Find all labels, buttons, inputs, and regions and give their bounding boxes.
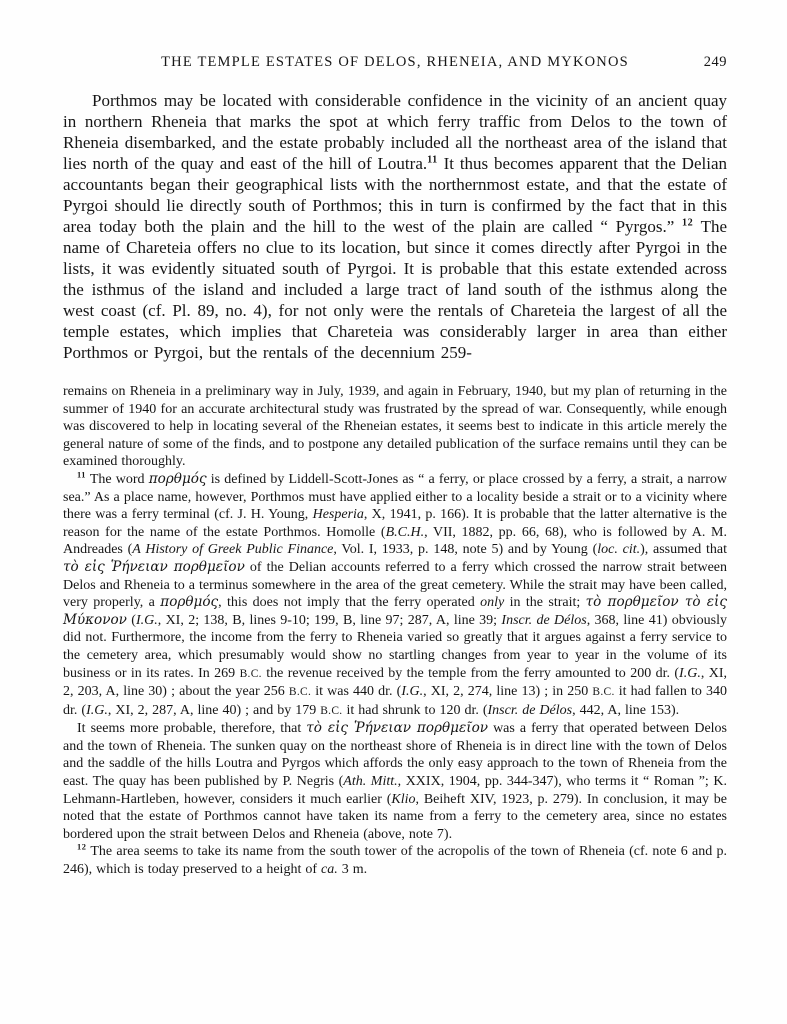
- text-run: , XI, 2; 138, B, lines 9-10; 199, B, line 97; 287, A, line 39;: [157, 612, 502, 628]
- text-run: 3 m.: [337, 862, 368, 878]
- footnote-10-continuation: [63, 383, 727, 471]
- footnote-11: [63, 471, 727, 720]
- greek-text-run: πορθμός: [160, 594, 219, 611]
- text-run: , 368, line 41) obviously did not. Furthermore, the income from the ferry to Rheneia varied so greatly that it argues against a ferry service to the cemetery area, which presumably would show no startling changes from year to year in the volume of its business or in its rates. In 269: [63, 612, 727, 681]
- text-run: I.G.: [135, 612, 158, 628]
- running-header-title: THE TEMPLE ESTATES OF DELOS, RHENEIA, AND MYKONOS: [161, 54, 629, 70]
- text-run: , Beiheft XIV, 1923, p. 279). In conclusion, it may be noted that the estate of Porthmos cannot have taken its name from a ferry to the cemetery area, since no estates bordered upon the strait between Delos and Rheneia (above, note 7).: [63, 791, 727, 842]
- text-run: ), assumed that: [640, 542, 727, 558]
- footnote-block: [63, 383, 727, 879]
- text-run: Inscr. de Délos: [487, 702, 573, 718]
- text-run: ca.: [321, 862, 338, 878]
- text-run: The name of Chareteia offers no clue to its location, but since it comes directly after Pyrgoi in the lists, it was evidently situated south of Pyrgoi. It is probable that this estate extended across the isthmus of the island and included a large tract of land south of the isthmus along the west coast (cf. Pl. 89, no. 4), for not only were the rentals of Chareteia the largest of all the temple estates, which implies that Chareteia was considerably larger in area than either Porthmos or Pyrgoi, but the rentals of the decennium 259-: [63, 217, 727, 362]
- text-run: , Vol. I, 1933, p. 148, note 5) and by Young (: [333, 542, 598, 558]
- greek-text-run: πορθμός: [148, 470, 207, 487]
- text-run: was a ferry that operated between Delos and the town of Rheneia. The sunken quay on the northeast shore of Rheneia is in direct line with the town of Delos and the saddle of the hills Loutra and Pyrgos which affords the only easy approach to the town of Rheneia from the east. The quay has been published by P. Negris (: [63, 721, 727, 790]
- text-run: I.G.: [401, 684, 424, 700]
- running-header: [63, 54, 727, 71]
- text-run: , 442, A, line 153).: [572, 702, 680, 718]
- footnote-marker: 11: [77, 470, 86, 480]
- text-run: , XI, 2, 287, A, line 40) ; and by 179: [107, 702, 321, 718]
- greek-text-run: τὸ εἰς Ῥήνειαν πορθμεῖον: [63, 558, 245, 575]
- page-number: 249: [703, 54, 727, 70]
- text-run: , X, 1941, p. 166). It is probable that the latter alternative is the reason for the name of the estate Porthmos. Homolle (: [63, 507, 727, 540]
- text-run: loc. cit.: [597, 542, 641, 558]
- text-run: The word: [85, 471, 149, 487]
- text-run: it had fallen to 340 dr. (: [63, 684, 727, 718]
- footnote-11-continued: [63, 720, 727, 843]
- text-run: , this does not imply that the ferry operated: [218, 595, 481, 611]
- text-run: B.C.: [288, 686, 312, 699]
- footnote-marker: 11: [427, 154, 438, 166]
- text-run: in the strait;: [504, 595, 586, 611]
- greek-text-run: τὸ εἰς Ῥήνειαν πορθμεῖον: [306, 720, 489, 737]
- text-run: Hesperia: [312, 507, 364, 523]
- text-run: It thus becomes apparent that the Delian accountants began their geographical lists with the northernmost estate, and that the estate of Pyrgoi should lie directly south of Porthmos; this in turn is confirmed by the fact that in this area today both the plain and the hill to the west of the plain are called “ Pyrgos.”: [63, 154, 727, 236]
- text-run: B.C.: [592, 686, 615, 699]
- footnote-marker: 12: [77, 842, 87, 852]
- text-run: the revenue received by the temple from the ferry amounted to 200 dr. (: [261, 665, 680, 681]
- text-run: A History of Greek Public Finance: [132, 542, 334, 558]
- text-run: it had shrunk to 120 dr. (: [342, 702, 488, 718]
- text-run: It seems more probable, therefore, that: [77, 721, 307, 737]
- text-run: B.C.: [239, 667, 262, 680]
- greek-text-run: τὸ πορθμεῖον τὸ εἰς Μύκονον: [63, 594, 727, 628]
- text-run: B.C.H.: [385, 524, 425, 540]
- text-run: , XI, 2, 274, line 13) ; in 250: [423, 684, 593, 700]
- body-paragraph: [63, 90, 727, 363]
- text-run: Inscr. de Délos: [501, 612, 587, 628]
- footnote-12: [63, 843, 727, 878]
- text-run: I.G.: [86, 702, 108, 718]
- footnote-marker: 12: [682, 217, 694, 229]
- text-run: , VII, 1882, pp. 66, 68), who is followed by A. M. Andreades (: [63, 524, 728, 558]
- text-run: only: [480, 595, 505, 611]
- text-run: , XI, 2, 203, A, line 30) ; about the year 256: [63, 665, 727, 700]
- text-run: remains on Rheneia in a preliminary way in July, 1939, and again in February, 1940, but my plan of returning in the summer of 1940 for an accurate architectural study was frustrated by the spread of war. Consequently, while enough was discovered to help in locating several of the Rheneian estates, it seems best to indicate in this article merely the general nature of some of the finds, and to postpone any detailed publication of the surface remains until they can be examined thoroughly.: [63, 384, 727, 470]
- text-run: , XXIX, 1904, pp. 344-347), who terms it “ Roman ”; K. Lehmann-Hartleben, however, considers it much earlier (: [63, 774, 727, 807]
- text-run: Klio: [391, 791, 416, 807]
- text-run: it was 440 dr. (: [311, 684, 402, 700]
- text-run: of the Delian accounts referred to a ferry which crossed the narrow strait between Delos and Rheneia to a terminus somewhere in the area of the great cemetery. While the strait may have been called, very properly, a: [63, 559, 727, 611]
- text-run: is defined by Liddell-Scott-Jones as “ a ferry, or place crossed by a ferry, a strait, a narrow sea.” As a place name, however, Porthmos must have applied either to a locality beside a strait or to a vicinity where there was a ferry terminal (cf. J. H. Young,: [63, 471, 727, 523]
- text-run: I.G.: [679, 665, 701, 681]
- text-run: (: [126, 612, 136, 628]
- main-text-block: [63, 90, 727, 363]
- text-run: Ath. Mitt.: [343, 774, 398, 790]
- text-run: Porthmos may be located with considerable confidence in the vicinity of an ancient quay in northern Rheneia that marks the spot at which ferry traffic from Delos to the town of Rheneia disembarked, and the estate probably included all the northeast area of the island that lies north of the quay and east of the hill of Loutra.: [63, 91, 727, 173]
- text-run: B.C.: [320, 704, 343, 717]
- text-run: The area seems to take its name from the south tower of the acropolis of the town of Rheneia (cf. note 6 and p. 246), which is today preserved to a height of: [63, 844, 727, 878]
